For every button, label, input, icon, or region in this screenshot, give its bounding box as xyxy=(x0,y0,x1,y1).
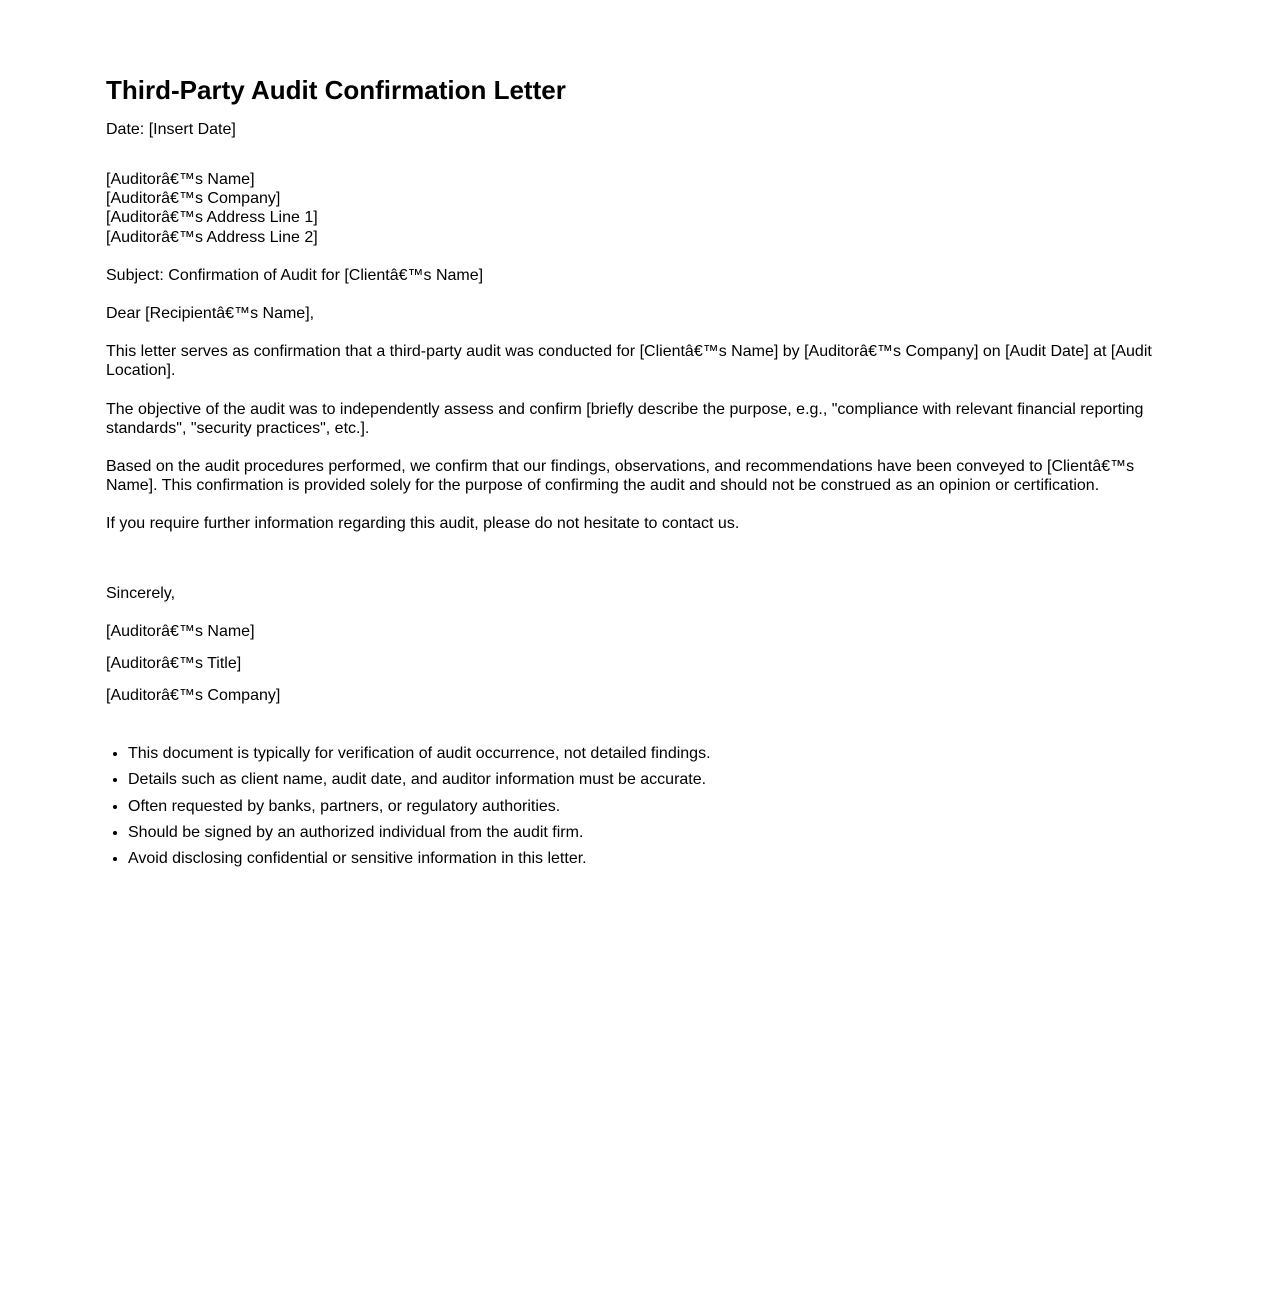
auditor-address-block xyxy=(106,170,1156,247)
signature-name-line: [Auditorâ€™s Name] xyxy=(106,622,255,640)
signature-title-line: [Auditorâ€™s Title] xyxy=(106,654,242,672)
auditor-address-line-1: [Auditorâ€™s Address Line 1] xyxy=(106,209,318,227)
body-paragraph-2: The objective of the audit was to independently assess and confirm [briefly describe the purpose, e.g., "compliance with relevant financial reporting standards", "security practices", etc.]. xyxy=(106,400,1144,437)
auditor-address-line-2: [Auditorâ€™s Address Line 2] xyxy=(106,228,318,246)
body-paragraph-1: This letter serves as confirmation that a third-party audit was conducted for [Clientâ€™s Name] by [Auditorâ€™s Company] on [Audit Date] at [Audit Location]. xyxy=(106,343,1152,380)
auditor-company-line: [Auditorâ€™s Company] xyxy=(106,190,281,208)
body-paragraph-4: If you require further information regarding this audit, please do not hesitate to contact us. xyxy=(106,515,740,533)
body-paragraph-3: Based on the audit procedures performed, we confirm that our findings, observations, and recommendations have been conveyed to [Clientâ€™s Name]. This confirmation is provided solely for the purpose of confirming the audit and should not be construed as an opinion or certification. xyxy=(106,457,1135,495)
note-item-5: • Avoid disclosing confidential or sensitive information in this letter. xyxy=(128,849,1156,868)
note-item-4: • Should be signed by an authorized individual from the audit firm. xyxy=(128,823,1156,842)
subject-line: Subject: Confirmation of Audit for [Clientâ€™s Name] xyxy=(106,266,484,284)
signature-company-line: [Auditorâ€™s Company] xyxy=(106,687,281,705)
closing-salutation: Sincerely, xyxy=(106,584,176,602)
greeting: Dear [Recipientâ€™s Name], xyxy=(106,305,315,323)
notes-list xyxy=(106,744,1156,868)
note-item-2: • Details such as client name, audit date, and auditor information must be accurate. xyxy=(128,770,1156,789)
auditor-name-line: [Auditorâ€™s Name] xyxy=(106,171,255,189)
note-item-1: • This document is typically for verification of audit occurrence, not detailed findings. xyxy=(128,744,1156,763)
note-item-3: • Often requested by banks, partners, or regulatory authorities. xyxy=(128,797,1156,816)
page-title: Third-Party Audit Confirmation Letter xyxy=(106,75,566,105)
date-line: Date: [Insert Date] xyxy=(106,120,236,138)
